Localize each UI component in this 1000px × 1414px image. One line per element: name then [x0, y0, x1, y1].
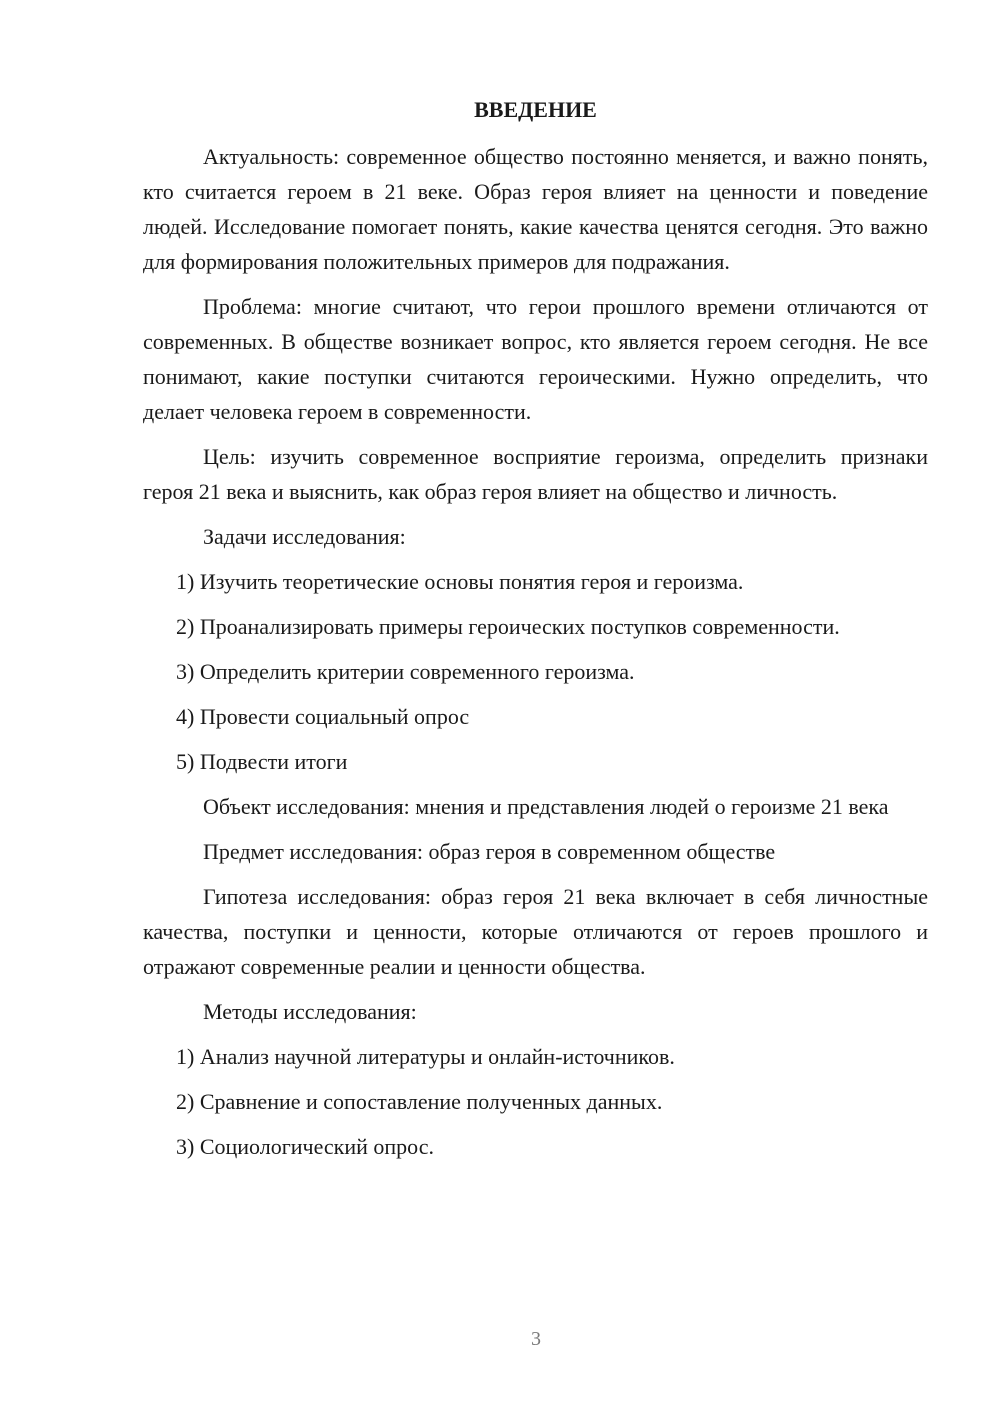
task-item-3: 3) Определить критерии современного героизма. — [176, 659, 635, 684]
subject-paragraph: Предмет исследования: образ героя в современном обществе — [203, 839, 776, 864]
task-item-2: 2) Проанализировать примеры героических поступков современности. — [176, 614, 840, 639]
goal-paragraph: Цель: изучить современное восприятие героизма, определить признаки героя 21 века и выяснить, как образ героя влияет на общество и личность. — [143, 444, 928, 504]
object-paragraph: Объект исследования: мнения и представления людей о героизме 21 века — [203, 794, 889, 819]
tasks-list — [143, 564, 928, 779]
method-item-3: 3) Социологический опрос. — [176, 1134, 434, 1159]
relevance-paragraph: Актуальность: современное общество постоянно меняется, и важно понять, кто считается героем в 21 веке. Образ героя влияет на ценности и поведение людей. Исследование помогает понять, какие качества ценятся сегодня. Это важно для формирования положительных примеров для подражания. — [143, 144, 928, 274]
task-item-4: 4) Провести социальный опрос — [176, 704, 470, 729]
method-item-2: 2) Сравнение и сопоставление полученных данных. — [176, 1089, 663, 1114]
methods-list — [143, 1039, 928, 1164]
task-item-5: 5) Подвести итоги — [176, 749, 348, 774]
methods-label: Методы исследования: — [203, 999, 417, 1024]
problem-paragraph: Проблема: многие считают, что герои прошлого времени отличаются от современных. В обществе возникает вопрос, кто является героем сегодня. Не все понимают, какие поступки считаются героическими. Нужно определить, что делает человека героем в современности. — [143, 294, 928, 424]
hypothesis-paragraph: Гипотеза исследования: образ героя 21 века включает в себя личностные качества, поступки и ценности, которые отличаются от героев прошлого и отражают современные реалии и ценности общества. — [143, 884, 928, 979]
method-item-1: 1) Анализ научной литературы и онлайн-источников. — [176, 1044, 675, 1069]
task-item-1: 1) Изучить теоретические основы понятия героя и героизма. — [176, 569, 744, 594]
tasks-label: Задачи исследования: — [203, 524, 406, 549]
page-number: 3 — [531, 1328, 541, 1350]
page-content — [143, 92, 928, 1174]
page-title: ВВЕДЕНИЕ — [474, 97, 597, 122]
